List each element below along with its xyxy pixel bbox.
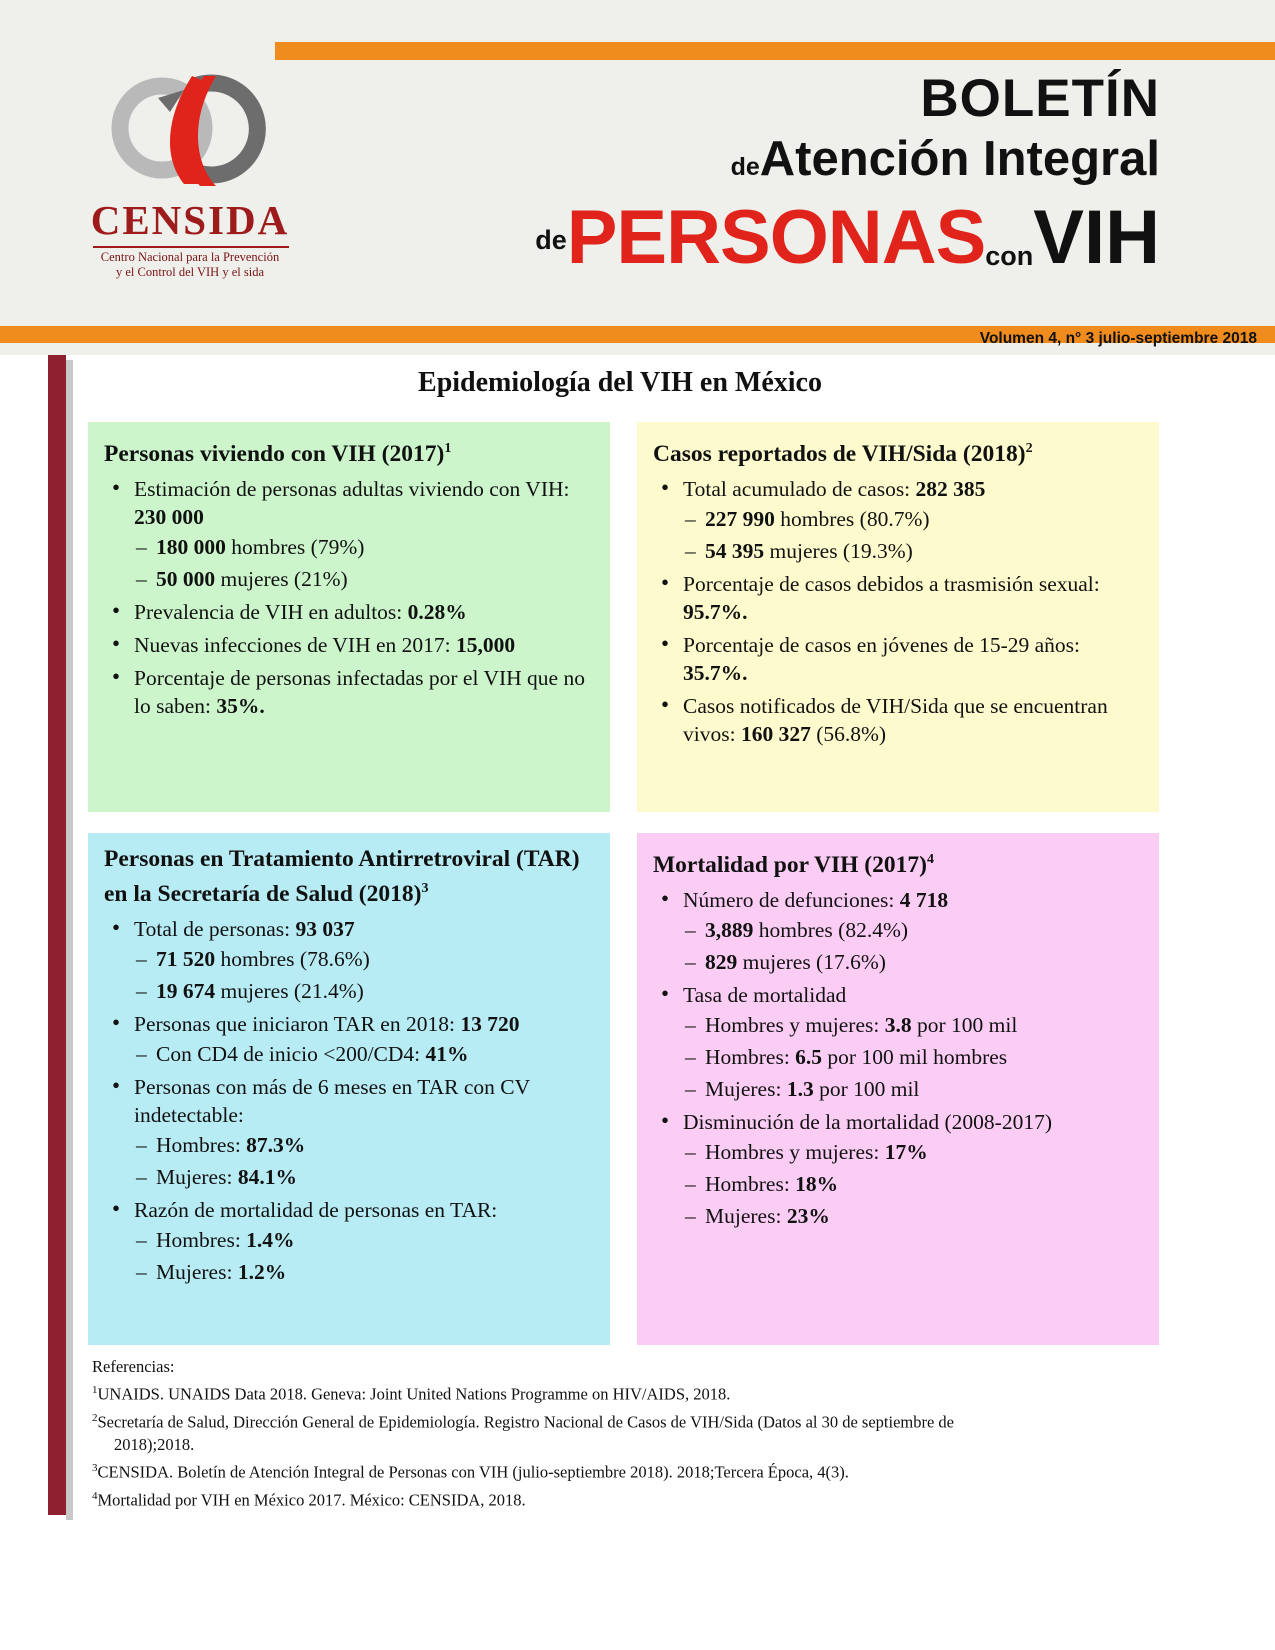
item-text-tail: mujeres (17.6%) (742, 949, 886, 974)
list-item (104, 598, 594, 626)
item-text: Hombres: (705, 1044, 796, 1069)
list-item (653, 631, 1143, 687)
item-text: Total acumulado de casos: (683, 476, 916, 501)
item-text-tail: mujeres (21%) (215, 566, 348, 591)
item-value: 50 000 (156, 566, 216, 591)
list-item (653, 570, 1143, 626)
header-left-notch (0, 0, 275, 42)
sub-list (134, 533, 594, 593)
item-value: 95.7%. (683, 599, 748, 624)
item-value: 13 720 (460, 1011, 520, 1036)
logo-wordmark: CENSIDA (90, 197, 290, 243)
box-pink-title-text: Mortalidad por VIH (2017) (653, 851, 927, 878)
sub-list-item (683, 1170, 1143, 1198)
list-item (653, 981, 1143, 1103)
sub-list-item (134, 945, 594, 973)
sub-list-item (683, 1138, 1143, 1166)
item-text: Total de personas: (134, 916, 296, 941)
item-text: Razón de mortalidad de personas en TAR: (134, 1197, 498, 1222)
sub-list-item (683, 505, 1143, 533)
sub-list-item (683, 1075, 1143, 1103)
sub-list (683, 505, 1143, 565)
box-pink-list (653, 886, 1143, 1230)
reference-text: Secretaría de Salud, Dirección General de Epidemiología. Registro Nacional de Casos de VIH/Sida (Datos al 30 de septiembre de (97, 1412, 955, 1431)
sub-list-item (683, 537, 1143, 565)
sub-list (683, 916, 1143, 976)
box-blue-title-sup: 3 (421, 881, 429, 896)
sub-list-item (134, 1163, 594, 1191)
reference-item (92, 1407, 1192, 1434)
box-yellow-list (653, 475, 1143, 748)
item-value: 35%. (216, 693, 265, 718)
item-value: 180 000 (156, 534, 226, 559)
sub-list (134, 1131, 594, 1191)
box-personas-viviendo-con-vih (88, 422, 610, 812)
item-value: 71 520 (156, 946, 216, 971)
item-text: Estimación de personas adultas viviendo con VIH: (134, 476, 570, 501)
box-blue-list (104, 915, 594, 1286)
sub-list (683, 1011, 1143, 1103)
list-item (104, 664, 594, 720)
reference-text: CENSIDA. Boletín de Atención Integral de Personas con VIH (julio-septiembre 2018). 2018;Tercera Época, 4(3). (97, 1462, 849, 1482)
masthead-vih: VIH (1033, 195, 1160, 280)
sub-list (134, 1040, 594, 1068)
censida-logo-mark (100, 68, 290, 193)
logo-subtitle-line2: y el Control del VIH y el sida (115, 265, 264, 279)
list-item (104, 475, 594, 593)
item-text-tail: hombres (80.7%) (774, 506, 930, 531)
item-value: 230 000 (134, 504, 204, 529)
item-text: Nuevas infecciones de VIH en 2017: (134, 632, 457, 657)
sub-list-item (134, 565, 594, 593)
item-value: 54 395 (705, 538, 765, 563)
masthead-con: con (985, 241, 1034, 271)
list-item (104, 1073, 594, 1191)
item-text-tail: por 100 mil (911, 1012, 1018, 1037)
item-text-tail: por 100 mil (813, 1076, 920, 1101)
item-value: 84.1% (237, 1164, 297, 1189)
box-casos-reportados (637, 422, 1159, 812)
item-text: Mujeres: (705, 1203, 787, 1228)
masthead-boletin: BOLETÍN (920, 69, 1160, 128)
item-value: 41% (425, 1041, 469, 1066)
masthead-personas-con-vih (330, 195, 1160, 299)
item-text: Prevalencia de VIH en adultos: (134, 599, 408, 624)
list-item (104, 631, 594, 659)
reference-text: Mortalidad por VIH en México 2017. México: CENSIDA, 2018. (97, 1490, 526, 1509)
item-text: Con CD4 de inicio <200/CD4: (156, 1041, 426, 1066)
references-label: Referencias: (92, 1357, 175, 1376)
item-text: Hombres y mujeres: (705, 1139, 885, 1164)
masthead-personas: PERSONAS (566, 195, 986, 280)
list-item (653, 886, 1143, 976)
reference-item (92, 1457, 1192, 1484)
box-yellow-title (653, 434, 1143, 469)
list-item (653, 475, 1143, 565)
item-value: 227 990 (705, 506, 775, 531)
item-text-tail: (56.8%) (810, 721, 887, 746)
volume-label: Volumen 4, n° 3 julio-septiembre 2018 (979, 330, 1257, 347)
item-text: Hombres y mujeres: (705, 1012, 885, 1037)
box-green-title-text: Personas viviendo con VIH (2017) (104, 440, 445, 467)
item-value: 0.28% (407, 599, 467, 624)
item-value: 23% (786, 1203, 830, 1228)
box-pink-title-sup: 4 (926, 852, 934, 867)
masthead-de-1: de (730, 153, 760, 181)
item-text: Porcentaje de casos en jóvenes de 15-29 años: (683, 632, 1081, 657)
box-pink-title (653, 845, 1143, 880)
box-green-list (104, 475, 594, 720)
sub-list-item (683, 916, 1143, 944)
item-text: Hombres: (705, 1171, 796, 1196)
list-item (104, 1196, 594, 1286)
sub-list-item (134, 1131, 594, 1159)
sub-list (134, 945, 594, 1005)
reference-item (92, 1379, 1192, 1406)
sub-list-item (134, 1040, 594, 1068)
item-value: 18% (795, 1171, 839, 1196)
item-text: Casos notificados de VIH/Sida que se encuentran vivos: (683, 693, 1108, 746)
item-text: Personas con más de 6 meses en TAR con CV indetectable: (134, 1074, 530, 1127)
reference-marker: 1 (92, 1384, 98, 1396)
item-text-tail: mujeres (19.3%) (764, 538, 913, 563)
logo-subtitle (75, 250, 305, 280)
censida-logo (75, 68, 305, 318)
item-text: Disminución de la mortalidad (2008-2017) (683, 1109, 1053, 1134)
sub-list-item (134, 1226, 594, 1254)
item-value: 93 037 (295, 916, 355, 941)
item-text: Personas que iniciaron TAR en 2018: (134, 1011, 461, 1036)
item-value: 6.5 (795, 1044, 823, 1069)
sub-list-item (134, 533, 594, 561)
box-mortalidad-por-vih (637, 833, 1159, 1345)
left-bar-shadow (66, 360, 73, 1520)
item-text: Hombres: (156, 1132, 247, 1157)
item-text: Porcentaje de casos debidos a trasmisión sexual: (683, 571, 1100, 596)
item-text: Tasa de mortalidad (683, 982, 847, 1007)
item-value: 3,889 (705, 917, 754, 942)
list-item (653, 692, 1143, 748)
item-value: 1.3 (786, 1076, 814, 1101)
masthead-atencion-integral (330, 128, 1160, 198)
box-blue-title (104, 845, 594, 909)
sub-list-item (683, 1043, 1143, 1071)
masthead (330, 70, 1160, 320)
item-text: Mujeres: (156, 1259, 238, 1284)
reference-item (92, 1485, 1192, 1512)
item-value: 3.8 (884, 1012, 912, 1037)
sub-list-item (134, 1258, 594, 1286)
sub-list-item (134, 977, 594, 1005)
item-value: 15,000 (456, 632, 516, 657)
item-text-tail: hombres (82.4%) (753, 917, 909, 942)
masthead-atencion-text: Atención Integral (759, 132, 1160, 186)
box-yellow-title-sup: 2 (1025, 441, 1033, 456)
sub-list (683, 1138, 1143, 1230)
list-item (653, 1108, 1143, 1230)
sub-list-item (683, 1202, 1143, 1230)
sub-list-item (683, 1011, 1143, 1039)
item-value: 282 385 (915, 476, 986, 501)
list-item (104, 1010, 594, 1068)
item-text: Mujeres: (156, 1164, 238, 1189)
item-value: 829 (705, 949, 743, 974)
references (92, 1356, 1192, 1512)
item-text: Porcentaje de personas infectadas por el VIH que no lo saben: (134, 665, 585, 718)
item-value: 160 327 (740, 721, 811, 746)
references-list (92, 1379, 1192, 1511)
item-value: 87.3% (246, 1132, 306, 1157)
list-item (104, 915, 594, 1005)
masthead-de-2: de (535, 225, 567, 255)
reference-marker: 2 (92, 1411, 98, 1424)
reference-continuation: 2018);2018. (114, 1435, 195, 1454)
item-text-tail: por 100 mil hombres (822, 1044, 1008, 1069)
reference-marker: 3 (92, 1462, 98, 1474)
box-yellow-title-text: Casos reportados de VIH/Sida (2018) (653, 440, 1026, 467)
box-blue-title-text: Personas en Tratamiento Antirretroviral (TAR) en la Secretaría de Salud (2018) (104, 846, 580, 907)
item-text: Hombres: (156, 1227, 247, 1252)
header-orange-bar-top (275, 42, 1275, 60)
item-value: 1.4% (246, 1227, 295, 1252)
sub-list (134, 1226, 594, 1286)
item-text: Número de defunciones: (683, 887, 900, 912)
item-value: 4 718 (899, 887, 949, 912)
page-header (0, 0, 1275, 355)
logo-divider (93, 246, 289, 248)
box-green-title (104, 434, 594, 469)
item-text-tail: hombres (78.6%) (215, 946, 370, 971)
logo-subtitle-line1: Centro Nacional para la Prevención (100, 250, 280, 264)
item-text-tail: mujeres (21.4%) (215, 978, 364, 1003)
reference-text: UNAIDS. UNAIDS Data 2018. Geneva: Joint United Nations Programme on HIV/AIDS, 2018. (97, 1384, 731, 1404)
sub-list-item (683, 948, 1143, 976)
item-value: 19 674 (156, 978, 216, 1003)
box-green-title-sup: 1 (444, 441, 452, 456)
page-title: Epidemiología del VIH en México (418, 367, 822, 398)
reference-marker: 4 (92, 1489, 98, 1502)
left-accent-bar (48, 355, 66, 1515)
box-tratamiento-antirretroviral (88, 833, 610, 1345)
item-text-tail: hombres (79%) (225, 534, 365, 559)
item-value: 17% (884, 1139, 928, 1164)
item-text: Mujeres: (705, 1076, 787, 1101)
item-value: 1.2% (237, 1259, 287, 1284)
item-value: 35.7%. (683, 660, 748, 685)
